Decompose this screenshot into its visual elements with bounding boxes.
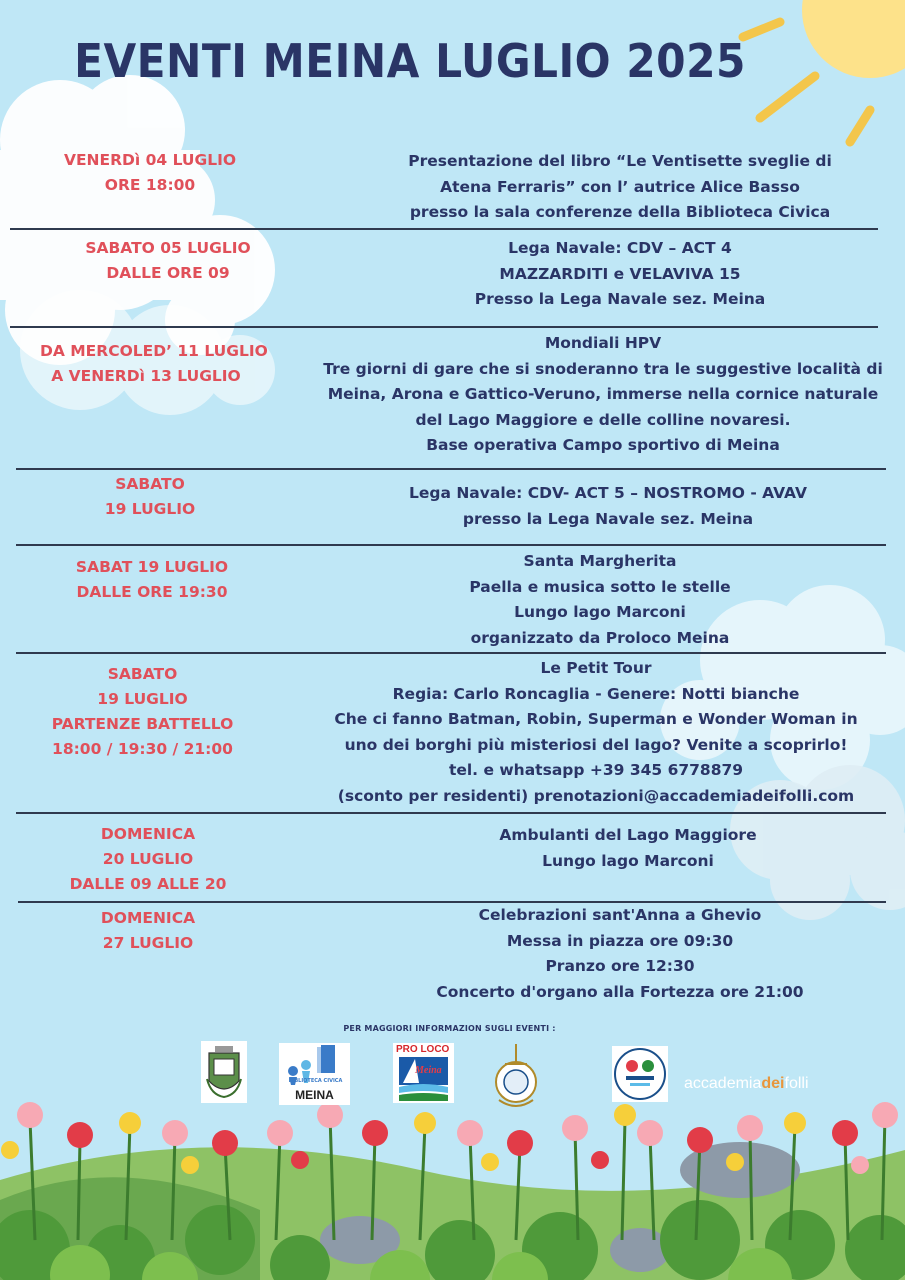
event-description: Santa Margherita Paella e musica sotto le stelle Lungo lago Marconi organizzato da Proloco Meina	[469, 552, 731, 647]
event-description: Celebrazioni sant'Anna a Ghevio Messa in piazza ore 09:30 Pranzo ore 12:30 Concerto d'organo alla Fortezza ore 21:00	[436, 906, 804, 1001]
biblioteca-civica-logo	[279, 1043, 350, 1105]
event-date: DA MERCOLED’ 11 LUGLIO A VENERDì 13 LUGLIO	[40, 342, 268, 385]
comune-meina-logo	[201, 1041, 247, 1103]
event-date: DOMENICA 27 LUGLIO	[100, 909, 196, 952]
event-date: SABATO 19 LUGLIO PARTENZE BATTELLO 18:00 / 19:30 / 21:00	[51, 665, 234, 758]
biblioteca-label: BIBLIOTECA CIVICA	[288, 1078, 343, 1084]
page-title: EVENTI MEINA LUGLIO 2025	[74, 34, 746, 88]
biblioteca-meina-label: MEINA	[295, 1088, 334, 1102]
info-label: PER MAGGIORI INFORMAZION SUGLI EVENTI :	[343, 1024, 556, 1033]
event-description: Presentazione del libro “Le Ventisette sveglie di Atena Ferraris” con l’ autrice Alice Basso presso la sala conferenze della Biblioteca Civica	[408, 152, 832, 221]
event-description: Le Petit Tour Regia: Carlo Roncaglia - Genere: Notti bianche Che ci fanno Batman, Robin, Superman e Wonder Woman in uno dei borghi più misteriosi del lago? Venite a scoprirlo! tel. e whatsapp +39 345 6778879 (sconto per residenti) prenotazioni@accademiadeifolli.com	[334, 659, 858, 805]
divider	[16, 812, 886, 814]
hpv-logo	[612, 1046, 668, 1102]
event-date: VENERDì 04 LUGLIO ORE 18:00	[63, 151, 237, 194]
pro-loco-logo	[393, 1043, 454, 1103]
event-description: Mondiali HPV Tre giorni di gare che si snoderanno tra le suggestive località di Meina, Arona e Gattico-Veruno, immerse nella cornice naturale del Lago Maggiore e delle colline novaresi. Base operativa Campo sportivo di Meina	[323, 334, 883, 454]
divider	[10, 228, 878, 230]
accademia-dei-folli-logo: accademiadeifolli	[684, 1075, 809, 1092]
divider	[16, 652, 886, 654]
lega-navale-logo	[493, 1042, 539, 1110]
divider	[10, 326, 878, 328]
event-date: SABAT 19 LUGLIO DALLE ORE 19:30	[75, 558, 229, 601]
event-description: Lega Navale: CDV- ACT 5 – NOSTROMO - AVAV presso la Lega Navale sez. Meina	[408, 484, 807, 528]
pro-loco-label: PRO LOCO	[396, 1044, 450, 1055]
event-date: DOMENICA 20 LUGLIO DALLE 09 ALLE 20	[69, 825, 227, 893]
event-date: SABATO 05 LUGLIO DALLE ORE 09	[85, 239, 251, 282]
event-description: Lega Navale: CDV – ACT 4 MAZZARDITI e VELAVIVA 15 Presso la Lega Navale sez. Meina	[474, 239, 766, 308]
divider	[16, 468, 886, 470]
divider	[16, 544, 886, 546]
event-date: SABATO 19 LUGLIO	[104, 475, 196, 518]
sun	[802, 0, 905, 78]
meina-script: Meina	[415, 1065, 442, 1076]
event-description: Ambulanti del Lago Maggiore Lungo lago Marconi	[499, 826, 757, 870]
